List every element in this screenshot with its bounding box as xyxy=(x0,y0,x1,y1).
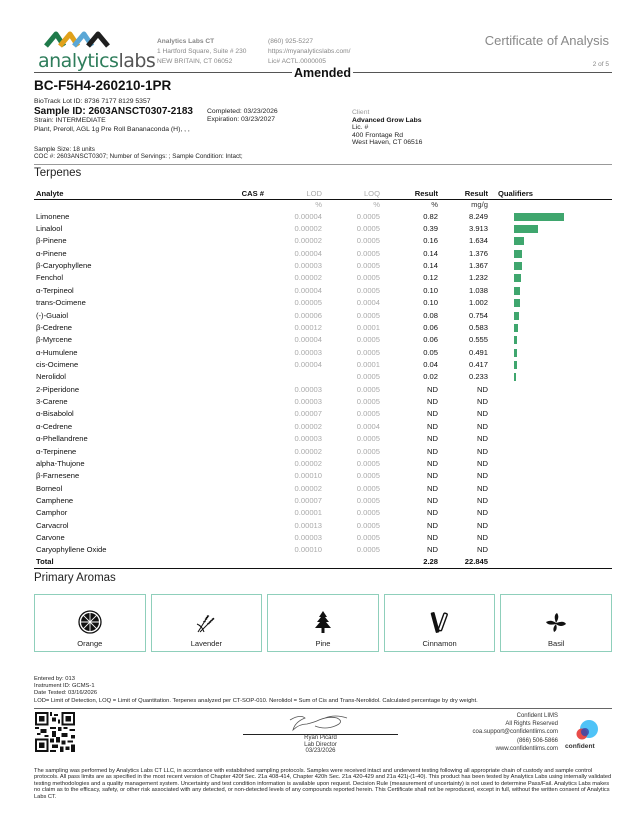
cas-number xyxy=(184,235,266,247)
loq-value: 0.0005 xyxy=(356,236,380,246)
table-row xyxy=(34,445,612,457)
result-mgg: ND xyxy=(477,520,488,530)
lod-value: 0.00001 xyxy=(294,508,322,518)
analyte-name: Linalool xyxy=(36,224,63,234)
loq-value: 0.0005 xyxy=(356,285,380,295)
result-bar-cell xyxy=(514,321,612,333)
lims-website-link[interactable]: www.confidentlims.com xyxy=(495,745,558,752)
loq-value: 0.0001 xyxy=(356,359,380,369)
col-lod: LOD xyxy=(266,188,324,199)
result-percent: ND xyxy=(427,508,438,518)
result-bar xyxy=(514,312,519,320)
units-row: % % % mg/g xyxy=(315,200,488,210)
loq-value: 0.0005 xyxy=(356,347,380,357)
analyte-name: Fenchol xyxy=(36,273,64,283)
lod-value: 0.00002 xyxy=(294,483,322,493)
terpenes-table xyxy=(34,188,612,569)
signer-info: Ryan Picard Lab Director 03/23/2026 xyxy=(304,735,337,755)
result-bar-cell xyxy=(514,284,612,296)
result-bar-cell xyxy=(514,432,612,444)
result-bar-cell xyxy=(514,259,612,271)
table-row xyxy=(34,272,612,284)
result-bar xyxy=(514,336,517,344)
result-bar-cell xyxy=(514,371,612,383)
result-bar-cell xyxy=(514,470,612,482)
result-bar-cell xyxy=(514,222,612,234)
result-bar xyxy=(514,213,564,221)
lod-value: 0.00004 xyxy=(294,359,322,369)
result-bar-cell xyxy=(514,247,612,259)
result-mgg: ND xyxy=(477,409,488,419)
analyte-name: Camphene xyxy=(36,495,74,505)
lod-value: 0.00010 xyxy=(294,545,322,555)
cas-number xyxy=(184,259,266,271)
table-row xyxy=(34,284,612,296)
table-row xyxy=(34,432,612,444)
result-percent: ND xyxy=(427,397,438,407)
lod-value: 0.00002 xyxy=(294,421,322,431)
loq-value: 0.0005 xyxy=(356,248,380,258)
cas-number xyxy=(184,470,266,482)
cas-number xyxy=(184,210,266,222)
result-percent: 0.06 xyxy=(423,322,438,332)
result-percent: 0.04 xyxy=(423,359,438,369)
analyte-name: Camphor xyxy=(36,508,68,518)
result-mgg: 3.913 xyxy=(468,224,488,234)
result-bar-cell xyxy=(514,309,612,321)
page-number: 2 of 5 xyxy=(592,61,609,68)
result-bar-cell xyxy=(514,408,612,420)
lod-value: 0.00003 xyxy=(294,347,322,357)
result-bar-cell xyxy=(514,210,612,222)
loq-value: 0.0005 xyxy=(356,224,380,234)
cas-number xyxy=(184,494,266,506)
result-mgg: 0.233 xyxy=(468,372,488,382)
result-percent: ND xyxy=(427,458,438,468)
result-bar-cell xyxy=(514,334,612,346)
loq-value: 0.0005 xyxy=(356,397,380,407)
result-percent: ND xyxy=(427,409,438,419)
analyte-name: α-Terpineol xyxy=(36,285,74,295)
col-result-pct: Result xyxy=(382,188,440,199)
sample-details: Sample Size: 18 units COC #: 2603ANSCT0307; Number of Servings: ; Sample Condition: Intact; xyxy=(34,146,243,160)
loq-value: 0.0001 xyxy=(356,322,380,332)
cas-number xyxy=(184,371,266,383)
result-mgg: 0.583 xyxy=(468,322,488,332)
lab-contact: (860) 925-5227 https://myanalyticslabs.com/ Lic# ACTL.0000005 xyxy=(268,38,351,65)
loq-value: 0.0005 xyxy=(356,446,380,456)
result-mgg: 1.232 xyxy=(468,273,488,283)
cas-number xyxy=(184,272,266,284)
result-percent: 0.82 xyxy=(423,211,438,221)
confident-wordmark: confident xyxy=(565,743,595,750)
result-bar xyxy=(514,361,517,369)
result-percent: 0.39 xyxy=(423,224,438,234)
cas-number xyxy=(184,297,266,309)
result-percent: ND xyxy=(427,421,438,431)
lod-value: 0.00002 xyxy=(294,446,322,456)
total-label: Total xyxy=(34,556,184,568)
result-bar-cell xyxy=(514,507,612,519)
lod-value: 0.00002 xyxy=(294,458,322,468)
cas-number xyxy=(184,420,266,432)
loq-value: 0.0005 xyxy=(356,211,380,221)
amended-badge: Amended xyxy=(294,66,351,80)
table-row xyxy=(34,531,612,543)
result-bar-cell xyxy=(514,358,612,370)
lod-value: 0.00012 xyxy=(294,322,322,332)
analyte-name: cis-Ocimene xyxy=(36,359,79,369)
analyte-name: α-Pinene xyxy=(36,248,67,258)
test-meta: Entered by: 013 Instrument ID: GCMS-1 Date Tested: 03/16/2026 LOD= Limit of Detection, LOQ = Limit of Quantitation. Terpenes analyzed per CT-SOP-010. Nerolidol = Sum of Cis and Trans-Nerolidol. Calculated percentage by dry weight. xyxy=(34,676,478,704)
cinnamon-stick-icon xyxy=(428,609,452,635)
result-bar-cell xyxy=(514,297,612,309)
cas-number xyxy=(184,358,266,370)
table-row xyxy=(34,470,612,482)
cas-number xyxy=(184,531,266,543)
result-percent: ND xyxy=(427,495,438,505)
result-percent: 0.02 xyxy=(423,372,438,382)
result-mgg: ND xyxy=(477,458,488,468)
result-bar xyxy=(514,324,518,332)
result-percent: ND xyxy=(427,520,438,530)
table-row xyxy=(34,309,612,321)
result-mgg: ND xyxy=(477,421,488,431)
result-mgg: ND xyxy=(477,508,488,518)
result-bar-cell xyxy=(514,395,612,407)
aroma-card-pine: Pine xyxy=(267,594,379,652)
analyte-name: Limonene xyxy=(36,211,70,221)
result-bar-cell xyxy=(514,482,612,494)
table-row xyxy=(34,210,612,222)
result-percent: 0.08 xyxy=(423,310,438,320)
total-percent: 2.28 xyxy=(382,556,440,568)
disclaimer-text: The sampling was performed by Analytics Labs CT LLC, in accordance with established sampling protocols. Samples were received intact and underwent testing following all appropriate chain of custody and sample control protocols. All pass limits are as specified in the most recent version of Chapter 420f Sec. 21a 408-414, Chapter 420h Sec. 21a 420-429 and 21a 421j-(1-40). This product has been tested by Analytics Labs using internally validated testing methodologies and a quality management system. Uncertainty and test condition information is available upon request. Decision Rule (measurement of uncertainty) is not used to determine Pass/Fail. Analytics Labs makes no claim as to the efficacy, safety, or other risk associated with any detected, or non-detected levels of any compounds reported herein. This Certificate shall not be reproduced, except in full, without the written consent of Analytics Labs CT. xyxy=(34,768,612,800)
table-header-row xyxy=(34,188,612,199)
analyte-name: α-Phellandrene xyxy=(36,434,88,444)
lod-value xyxy=(266,371,324,383)
table-row xyxy=(34,494,612,506)
lot-code: BC-F5H4-260210-1PR xyxy=(34,78,172,93)
lod-value: 0.00003 xyxy=(294,384,322,394)
result-bar xyxy=(514,299,520,307)
aroma-card-orange: Orange xyxy=(34,594,146,652)
cas-number xyxy=(184,395,266,407)
sample-id: Sample ID: 2603ANSCT0307-2183 xyxy=(34,106,193,118)
result-mgg: ND xyxy=(477,384,488,394)
lab-address: Analytics Labs CT 1 Hartford Square, Suite # 230 NEW BRITAIN, CT 06052 xyxy=(157,38,247,65)
result-percent: ND xyxy=(427,483,438,493)
result-bar-cell xyxy=(514,383,612,395)
lod-value: 0.00004 xyxy=(294,335,322,345)
cas-number xyxy=(184,346,266,358)
result-percent: ND xyxy=(427,384,438,394)
loq-value: 0.0005 xyxy=(356,372,380,382)
aroma-card-cinnamon: Cinnamon xyxy=(384,594,496,652)
orange-slice-icon xyxy=(78,609,102,635)
analyte-name: Borneol xyxy=(36,483,63,493)
result-percent: 0.06 xyxy=(423,335,438,345)
analyte-name: Caryophyllene Oxide xyxy=(36,545,107,555)
logo-wordmark: analyticslabs xyxy=(38,50,156,72)
analyte-name: β-Cedrene xyxy=(36,322,73,332)
loq-value: 0.0005 xyxy=(356,520,380,530)
table-row xyxy=(34,408,612,420)
table-row xyxy=(34,395,612,407)
result-bar xyxy=(514,349,517,357)
lab-website-link[interactable]: https://myanalyticslabs.com/ xyxy=(268,48,351,55)
table-row xyxy=(34,259,612,271)
result-percent: ND xyxy=(427,446,438,456)
result-percent: 0.14 xyxy=(423,248,438,258)
result-mgg: 0.754 xyxy=(468,310,488,320)
result-mgg: 8.249 xyxy=(468,211,488,221)
total-mgg: 22.845 xyxy=(440,556,490,568)
result-bar-cell xyxy=(514,346,612,358)
col-result-mgg: Result xyxy=(440,188,490,199)
result-bar xyxy=(514,287,520,295)
col-qualifiers: Qualifiers xyxy=(490,188,612,199)
table-row xyxy=(34,346,612,358)
table-row xyxy=(34,321,612,333)
result-percent: 0.12 xyxy=(423,273,438,283)
loq-value: 0.0005 xyxy=(356,495,380,505)
table-row xyxy=(34,358,612,370)
analyte-name: (-)-Guaiol xyxy=(36,310,69,320)
result-mgg: ND xyxy=(477,545,488,555)
loq-value: 0.0005 xyxy=(356,310,380,320)
cas-number xyxy=(184,222,266,234)
lod-value: 0.00005 xyxy=(294,298,322,308)
section-divider xyxy=(34,164,612,165)
result-percent: 0.10 xyxy=(423,298,438,308)
lod-value: 0.00002 xyxy=(294,236,322,246)
cas-number xyxy=(184,482,266,494)
loq-value: 0.0005 xyxy=(356,261,380,271)
table-row xyxy=(34,371,612,383)
lod-value: 0.00006 xyxy=(294,310,322,320)
result-mgg: 1.634 xyxy=(468,236,488,246)
result-bar-cell xyxy=(514,445,612,457)
lod-value: 0.00002 xyxy=(294,273,322,283)
sample-info: BioTrack Lot ID: 8736 7177 8129 5357 Sample ID: 2603ANSCT0307-2183 Strain: INTERMEDIATE Plant, Preroll, AGL 1g Pre Roll Bananaconda (H), , , xyxy=(34,98,193,133)
basil-leaf-icon xyxy=(544,609,568,635)
cas-number xyxy=(184,309,266,321)
lod-value: 0.00007 xyxy=(294,409,322,419)
loq-value: 0.0005 xyxy=(356,409,380,419)
lod-value: 0.00004 xyxy=(294,211,322,221)
loq-value: 0.0005 xyxy=(356,508,380,518)
table-row xyxy=(34,519,612,531)
result-bar xyxy=(514,274,521,282)
result-bar xyxy=(514,250,522,258)
result-bar-cell xyxy=(514,235,612,247)
terpenes-section-title: Terpenes xyxy=(34,167,82,179)
analyte-name: β-Pinene xyxy=(36,236,67,246)
result-bar-cell xyxy=(514,494,612,506)
result-bar-cell xyxy=(514,272,612,284)
method-notes: LOD= Limit of Detection, LOQ = Limit of Quantitation. Terpenes analyzed per CT-SOP-010. Nerolidol = Sum of Cis and Trans-Nerolidol. Calculated percentage by dry weight. xyxy=(34,697,478,704)
cas-number xyxy=(184,247,266,259)
lod-value: 0.00013 xyxy=(294,520,322,530)
result-mgg: ND xyxy=(477,483,488,493)
aroma-card-lavender: Lavender xyxy=(151,594,263,652)
analyte-name: trans-Ocimene xyxy=(36,298,86,308)
table-row xyxy=(34,334,612,346)
analyte-name: β-Farnesene xyxy=(36,471,80,481)
loq-value: 0.0005 xyxy=(356,545,380,555)
result-percent: ND xyxy=(427,434,438,444)
result-mgg: ND xyxy=(477,397,488,407)
cas-number xyxy=(184,334,266,346)
result-percent: 0.14 xyxy=(423,261,438,271)
cas-number xyxy=(184,544,266,556)
table-row xyxy=(34,482,612,494)
result-mgg: 0.555 xyxy=(468,335,488,345)
lod-value: 0.00003 xyxy=(294,261,322,271)
cas-number xyxy=(184,519,266,531)
cas-number xyxy=(184,383,266,395)
loq-value: 0.0005 xyxy=(356,483,380,493)
result-mgg: ND xyxy=(477,434,488,444)
footer-divider xyxy=(34,708,612,709)
result-percent: 0.10 xyxy=(423,285,438,295)
result-mgg: 1.002 xyxy=(468,298,488,308)
cas-number xyxy=(184,507,266,519)
client-info: Client Advanced Grow Labs Lic. # 400 Frontage Rd West Haven, CT 06516 xyxy=(352,109,423,147)
aromas-row xyxy=(34,594,612,652)
loq-value: 0.0005 xyxy=(356,458,380,468)
table-row xyxy=(34,383,612,395)
result-mgg: ND xyxy=(477,471,488,481)
document-title: Certificate of Analysis xyxy=(484,33,609,48)
analyte-name: β-Myrcene xyxy=(36,335,73,345)
loq-value: 0.0004 xyxy=(356,421,380,431)
loq-value: 0.0005 xyxy=(356,434,380,444)
result-percent: ND xyxy=(427,533,438,543)
table-row xyxy=(34,544,612,556)
qr-code-icon[interactable] xyxy=(35,712,75,752)
loq-value: 0.0005 xyxy=(356,384,380,394)
result-percent: 0.05 xyxy=(423,347,438,357)
analyte-name: alpha-Thujone xyxy=(36,458,85,468)
col-analyte: Analyte xyxy=(34,188,184,199)
result-percent: ND xyxy=(427,471,438,481)
lod-value: 0.00004 xyxy=(294,285,322,295)
col-loq: LOQ xyxy=(324,188,382,199)
result-mgg: 0.417 xyxy=(468,359,488,369)
table-row xyxy=(34,297,612,309)
lod-value: 0.00010 xyxy=(294,471,322,481)
table-row xyxy=(34,507,612,519)
lims-email-link[interactable]: coa.support@confidentlims.com xyxy=(472,729,558,736)
analyte-name: α-Humulene xyxy=(36,347,78,357)
table-row xyxy=(34,235,612,247)
result-bar-cell xyxy=(514,457,612,469)
cas-number xyxy=(184,457,266,469)
lims-info: Confident LIMS All Rights Reserved coa.support@confidentlims.com (866) 506-5866 www.confidentlims.com xyxy=(460,712,558,753)
cas-number xyxy=(184,321,266,333)
result-mgg: 1.367 xyxy=(468,261,488,271)
analyte-name: β-Caryophyllene xyxy=(36,261,92,271)
table-row xyxy=(34,457,612,469)
table-row xyxy=(34,222,612,234)
result-percent: 0.16 xyxy=(423,236,438,246)
analyte-name: Carvone xyxy=(36,533,65,543)
lod-value: 0.00002 xyxy=(294,224,322,234)
lod-value: 0.00003 xyxy=(294,397,322,407)
col-cas: CAS # xyxy=(184,188,266,199)
lavender-icon xyxy=(194,609,218,635)
analyte-name: α-Terpinene xyxy=(36,446,77,456)
lod-value: 0.00004 xyxy=(294,248,322,258)
result-bar-cell xyxy=(514,544,612,556)
signature-image xyxy=(285,712,355,734)
result-bar xyxy=(514,262,522,270)
total-row xyxy=(34,556,612,568)
lod-value: 0.00007 xyxy=(294,495,322,505)
result-bar-cell xyxy=(514,420,612,432)
analyte-name: α-Bisabolol xyxy=(36,409,74,419)
result-mgg: ND xyxy=(477,446,488,456)
result-mgg: 0.491 xyxy=(468,347,488,357)
loq-value: 0.0005 xyxy=(356,471,380,481)
loq-value: 0.0005 xyxy=(356,533,380,543)
analyte-name: α-Cedrene xyxy=(36,421,73,431)
result-mgg: ND xyxy=(477,495,488,505)
result-bar xyxy=(514,373,516,381)
lod-value: 0.00003 xyxy=(294,533,322,543)
analyte-name: 3-Carene xyxy=(36,397,68,407)
cas-number xyxy=(184,408,266,420)
table-row xyxy=(34,420,612,432)
result-bar xyxy=(514,237,524,245)
result-bar-cell xyxy=(514,519,612,531)
result-bar xyxy=(514,225,538,233)
pine-tree-icon xyxy=(311,609,335,635)
loq-value: 0.0004 xyxy=(356,298,380,308)
analyte-name: 2-Piperidone xyxy=(36,384,80,394)
loq-value: 0.0005 xyxy=(356,273,380,283)
lod-value: 0.00003 xyxy=(294,434,322,444)
result-mgg: 1.376 xyxy=(468,248,488,258)
aroma-card-basil: Basil xyxy=(500,594,612,652)
analyte-name: Nerolidol xyxy=(36,372,66,382)
result-mgg: ND xyxy=(477,533,488,543)
aromas-section-title: Primary Aromas xyxy=(34,572,116,584)
result-bar-cell xyxy=(514,531,612,543)
cas-number xyxy=(184,284,266,296)
cas-number xyxy=(184,432,266,444)
analyte-name: Carvacrol xyxy=(36,520,69,530)
result-mgg: 1.038 xyxy=(468,285,488,295)
table-row xyxy=(34,247,612,259)
loq-value: 0.0005 xyxy=(356,335,380,345)
cas-number xyxy=(184,445,266,457)
sample-dates: Completed: 03/23/2026 Expiration: 03/23/2027 xyxy=(207,108,278,124)
result-percent: ND xyxy=(427,545,438,555)
